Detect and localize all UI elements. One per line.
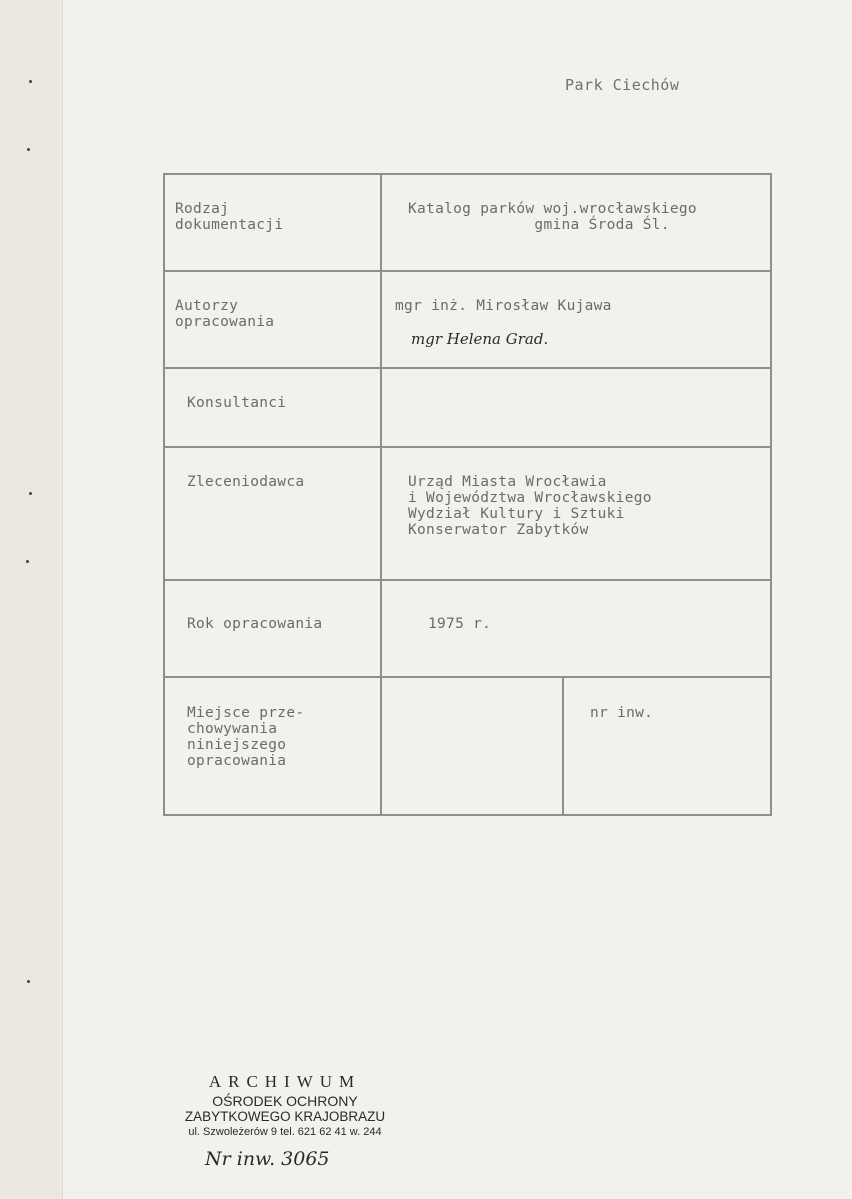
row-divider (163, 446, 772, 448)
table-border-bottom (163, 814, 772, 816)
row-divider (163, 367, 772, 369)
client-label: Zleceniodawca (187, 474, 305, 490)
margin-dot (29, 80, 32, 83)
stamp-line-4: ul. Szwoleżerów 9 tel. 621 62 41 w. 244 (188, 1126, 382, 1138)
row-divider (163, 579, 772, 581)
documentation-table (163, 173, 772, 816)
column-divider (380, 173, 382, 816)
year-label: Rok opracowania (187, 616, 323, 632)
documentation-type-value: Katalog parków woj.wrocławskiego gmina Środa Śl. (408, 201, 697, 233)
documentation-type-label: Rodzaj dokumentacji (175, 201, 284, 233)
stamp-line-3: ZABYTKOWEGO KRAJOBRAZU (184, 1109, 386, 1124)
row-divider (163, 676, 772, 678)
inventory-column-divider (562, 676, 564, 816)
authors-value: mgr inż. Mirosław Kujawa (395, 298, 612, 314)
table-border-left (163, 173, 165, 816)
table-border-top (163, 173, 772, 175)
storage-place-label: Miejsce prze- chowywania niniejszego opracowania (187, 705, 305, 769)
page-title: Park Ciechów (565, 76, 680, 94)
consultants-label: Konsultanci (187, 395, 287, 411)
margin-dot (27, 148, 30, 151)
margin-dot (29, 492, 32, 495)
table-border-right (770, 173, 772, 816)
archive-stamp (160, 1072, 410, 1138)
handwritten-inventory-number: Nr inw. 3065 (205, 1148, 330, 1170)
margin-dot (27, 980, 30, 983)
margin-dot (26, 560, 29, 563)
client-value: Urząd Miasta Wrocławia i Województwa Wrocławskiego Wydział Kultury i Sztuki Konserwator Zabytków (408, 474, 652, 538)
authors-label: Autorzy opracowania (175, 298, 275, 330)
stamp-line-1: ARCHIWUM (208, 1072, 362, 1091)
handwritten-author: mgr Helena Grad. (411, 330, 549, 348)
row-divider (163, 270, 772, 272)
year-value: 1975 r. (428, 616, 492, 632)
inventory-number-label: nr inw. (590, 705, 654, 721)
stamp-line-2: OŚRODEK OCHRONY (212, 1093, 358, 1109)
left-margin-strip (0, 0, 63, 1199)
